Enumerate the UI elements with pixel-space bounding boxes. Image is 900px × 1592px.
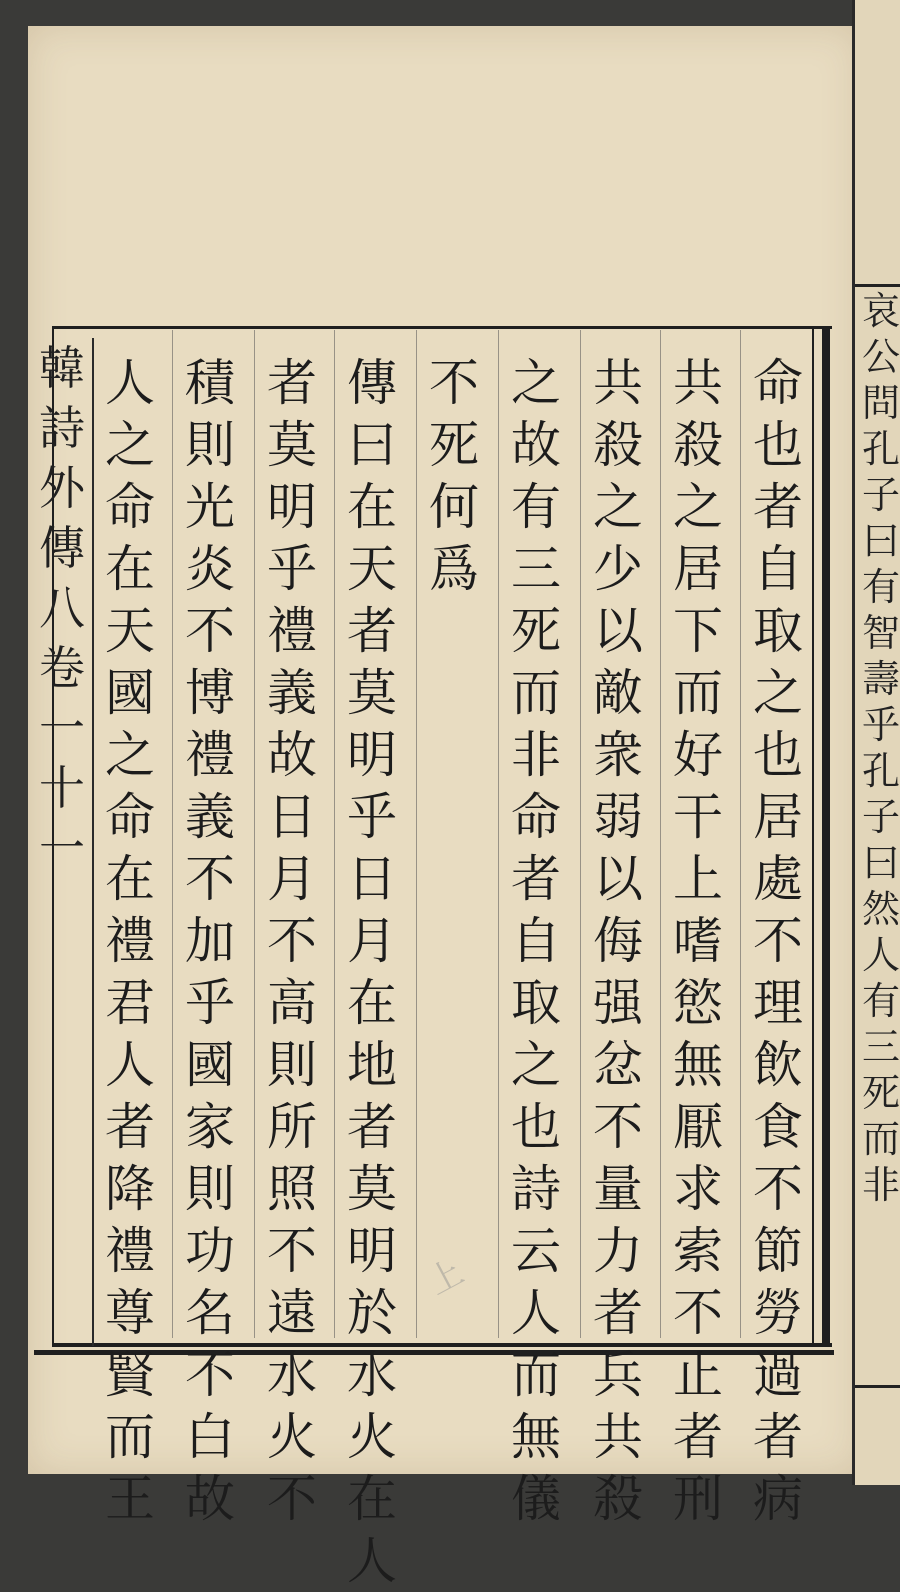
adjacent-page-column: 哀公問孔子曰有智壽乎孔子曰然人有三死而非	[861, 289, 900, 1207]
text-column-1: 命也者自取之也居處不理飲食不節勞過者病	[753, 354, 803, 1528]
text-column-3: 共殺之少以敵衆弱以侮强忿不量力者兵共殺	[593, 354, 643, 1528]
margin-folio: 十一	[39, 761, 85, 875]
frame-right-thick-rule	[822, 326, 830, 1344]
column-divider	[498, 330, 499, 1338]
column-divider	[254, 330, 255, 1338]
text-column-6: 傳曰在天者莫明乎日月在地者莫明於水火在人	[347, 354, 397, 1590]
column-divider	[740, 330, 741, 1338]
margin-chapter: 八卷一	[39, 581, 85, 755]
adjacent-page	[852, 0, 900, 1485]
column-divider	[580, 330, 581, 1338]
column-divider	[660, 330, 661, 1338]
adjacent-frame-bottom	[855, 1385, 900, 1388]
text-column-9: 人之命在天國之命在禮君人者降禮尊賢而王	[105, 354, 155, 1528]
adjacent-frame-top	[855, 284, 900, 287]
text-column-2: 共殺之居下而好干上嗜慾無厭求索不止者刑	[673, 354, 723, 1528]
column-divider	[334, 330, 335, 1338]
column-divider	[416, 330, 417, 1338]
text-column-4: 之故有三死而非命者自取之也詩云人而無儀	[511, 354, 561, 1528]
frame-right-thin-rule	[812, 326, 814, 1344]
text-column-8: 積則光炎不博禮義不加乎國家則功名不白故	[185, 354, 235, 1528]
text-column-7: 者莫明乎禮義故日月不高則所照不遠水火不	[267, 354, 317, 1528]
library-stamp: 上	[421, 1251, 471, 1303]
column-divider	[172, 330, 173, 1338]
text-column-5: 不死何爲	[429, 354, 479, 598]
margin-title: 韓詩外傳	[39, 341, 85, 575]
margin-rule	[92, 338, 94, 1346]
margin-column	[34, 338, 90, 878]
